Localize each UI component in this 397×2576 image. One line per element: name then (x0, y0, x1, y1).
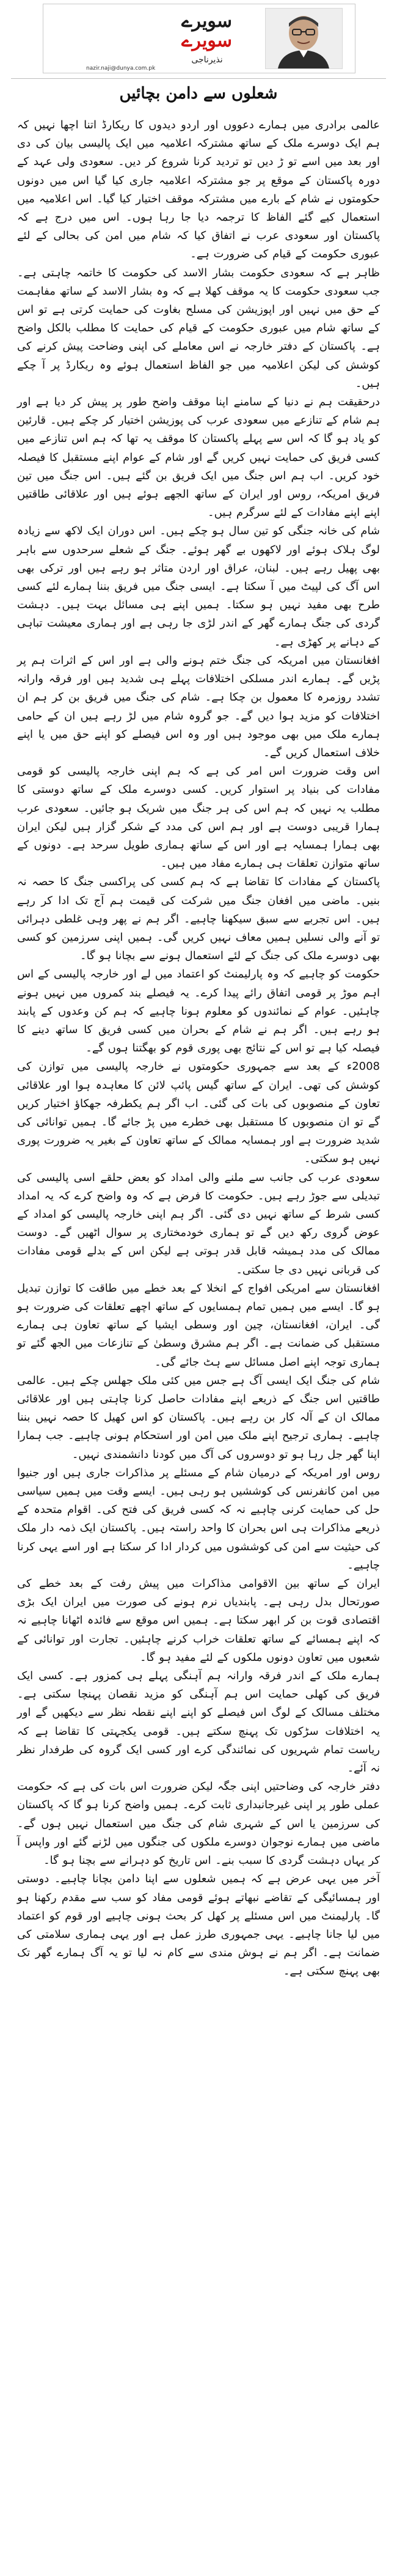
article-paragraph: روس اور امریکہ کے درمیان شام کے مسئلے پر مذاکرات جاری ہیں اور جنیوا میں امن کانفرنس کی کوششیں ہو رہی ہیں۔ ایسے وقت میں ہمیں سیاسی حل کی حمایت کرنی چاہیے نہ کہ کسی فریق کی فتح کی۔ اقوام متحدہ کے ذریعے مذاکرات ہی اس بحران کا واحد راستہ ہیں۔ پاکستان ایک ذمہ دار ملک کی حیثیت سے امن کی کوششوں میں کردار ادا کر سکتا ہے اور اسے یہی کرنا چاہیے۔ (17, 1466, 380, 1572)
brand-line-2: سویرے (181, 30, 233, 51)
author-name: نذیرناجی (191, 55, 223, 65)
article-paragraph: دفتر خارجہ کی وضاحتیں اپنی جگہ لیکن ضرورت اس بات کی ہے کہ حکومت عملی طور پر اپنی غیرجانبداری ثابت کرے۔ ہمیں واضح کرنا ہو گا کہ پاکستان کی سرزمین یا اس کے شہری شام کی جنگ میں استعمال نہیں ہوں گے۔ ماضی میں ہمارے نوجوان دوسرے ملکوں کی جنگوں میں لڑنے گئے اور واپس آ کر یہاں دہشت گردی کا سبب بنے۔ اس تاریخ کو دہرانے سے بچنا ہو گا۔ (17, 1780, 380, 1868)
article-paragraph: عالمی برادری میں ہمارے دعووں اور اردو دیدوں کا ریکارڈ اتنا اچھا نہیں کہ ہم ایک دوسرے ملک کے ساتھ مشترکہ اعلامیہ میں ایک پالیسی بیان کی دی اور بعد میں اسے تو ڑ دیں تو تردید کرنا شروع کر دیں۔ سعودی ولی عہد کے دورہ پاکستان کے موقع پر جو مشترکہ اعلامیہ جاری کیا گیا اس میں دونوں حکومتوں نے شام کے بارے میں مشترکہ موقف اختیار کیا گیا۔ اس اعلامیہ میں استعمال کیے گئے الفاظ کا ترجمہ دیا جا رہا ہوں۔ اس میں درج ہے کہ پاکستان اور سعودی عرب نے اتفاق کیا کہ شام میں امن کی بحالی کے لئے عبوری حکومت کے قیام کی ضرورت ہے۔ (17, 119, 380, 261)
article-paragraph: شام کی جنگ ایک ایسی آگ ہے جس میں کئی ملک جھلس چکے ہیں۔ عالمی طاقتیں اس جنگ کے ذریعے اپنے مفادات حاصل کرنا چاہتی ہیں اور علاقائی ممالک ان کے آلہ کار بن رہے ہیں۔ پاکستان کو اس کھیل کا حصہ نہیں بننا چاہیے۔ ہماری ترجیح اپنے ملک میں امن اور استحکام ہونی چاہیے۔ جب ہمارا اپنا گھر جل رہا ہو تو دوسروں کی آگ میں کودنا دانشمندی نہیں۔ (17, 1374, 380, 1461)
columnist-photo (265, 8, 343, 69)
brand-line-1: سویرے (181, 10, 233, 32)
article-body (17, 116, 380, 2570)
article-title: شعلوں سے دامن بچائیں (119, 84, 278, 103)
article-paragraph: درحقیقت ہم نے دنیا کے سامنے اپنا موقف واضح طور پر پیش کر دیا ہے اور ہم شام کے تنازعے میں سعودی عرب کی پوزیشن اختیار کر چکے ہیں۔ قارئین کو یاد ہو گا کہ اس سے پہلے پاکستان کا موقف یہ تھا کہ ہم اس تنازعے میں کسی فریق کی حمایت نہیں کریں گے اور شام کے عوام اپنے مستقبل کا فیصلہ خود کریں۔ اب ہم اس جنگ میں ایک فریق بن گئے ہیں۔ اس جنگ میں تین فریق امریکہ، روس اور ایران کے ساتھ الجھے ہوئے ہیں اور علاقائی طاقتیں اپنے اپنے مفادات کے لئے سرگرم ہیں۔ (17, 396, 380, 520)
article-paragraph: پاکستان کے مفادات کا تقاضا ہے کہ ہم کسی کی پراکسی جنگ کا حصہ نہ بنیں۔ ماضی میں افغان جنگ میں شرکت کی قیمت ہم آج تک ادا کر رہے ہیں۔ اس تجربے سے سبق سیکھنا چاہیے۔ اگر ہم نے پھر وہی غلطی دہرائی تو آنے والی نسلیں ہمیں معاف نہیں کریں گی۔ ہمیں اپنی سرزمین کو کسی بھی دوسرے ملک کی جنگ کے لئے استعمال ہونے سے بچانا ہو گا۔ (17, 875, 380, 963)
article-paragraph: افغانستان میں امریکہ کی جنگ ختم ہونے والی ہے اور اس کے اثرات ہم پر پڑیں گے۔ ہمارے اندر مسلکی اختلافات پہلے ہی شدید ہیں اور فرقہ وارانہ تشدد روزمرہ کا معمول بن چکا ہے۔ شام کی جنگ میں فریق بن کر ہم ان اختلافات کو مزید ہوا دیں گے۔ جو گروہ شام میں لڑ رہے ہیں ان کے حامی ہمارے ملک میں بھی موجود ہیں اور وہ اس فیصلے کو اپنے حق میں یا اپنے خلاف استعمال کریں گے۔ (17, 653, 380, 759)
article-paragraph: شام کی خانہ جنگی کو تین سال ہو چکے ہیں۔ اس دوران ایک لاکھ سے زیادہ لوگ ہلاک ہوئے اور لاکھوں بے گھر ہوئے۔ جنگ کے شعلے سرحدوں سے باہر بھی پھیل رہے ہیں۔ لبنان، عراق اور اردن متاثر ہو رہے ہیں اور ترکی بھی اس آگ کی لپیٹ میں آ سکتا ہے۔ ایسی جنگ میں فریق بننا ہمارے لئے کسی طرح بھی مفید نہیں ہو سکتا۔ ہمیں اپنے ہی مسائل بہت ہیں۔ دہشت گردی کی جنگ ہمارے گھر کے اندر لڑی جا رہی ہے اور ہماری معیشت تباہی کے دہانے پر کھڑی ہے۔ (17, 524, 380, 649)
article-paragraph: حکومت کو چاہیے کہ وہ پارلیمنٹ کو اعتماد میں لے اور خارجہ پالیسی کے اس اہم موڑ پر قومی اتفاق رائے پیدا کرے۔ یہ فیصلے بند کمروں میں نہیں ہونے چاہئیں۔ عوام کے نمائندوں کو معلوم ہونا چاہیے کہ ہم کن وعدوں کے پابند ہو رہے ہیں۔ اگر ہم نے شام کے بحران میں کسی فریق کا ساتھ دینے کا فیصلہ کیا ہے تو اس کے نتائج بھی پوری قوم کو بھگتنا ہوں گے۔ (17, 968, 380, 1055)
article-paragraph: ہمارے ملک کے اندر فرقہ وارانہ ہم آہنگی پہلے ہی کمزور ہے۔ کسی ایک فریق کی کھلی حمایت اس ہم آہنگی کو مزید نقصان پہنچا سکتی ہے۔ مختلف مسالک کے لوگ اس فیصلے کو اپنے اپنے نقطہ نظر سے دیکھیں گے اور یہ اختلافات سڑکوں تک پہنچ سکتے ہیں۔ قومی یکجہتی کا تقاضا ہے کہ ریاست تمام شہریوں کی نمائندگی کرے اور کسی ایک گروہ کی طرفدار نظر نہ آئے۔ (17, 1669, 380, 1775)
article-paragraph: افغانستان سے امریکی افواج کے انخلا کے بعد خطے میں طاقت کا توازن تبدیل ہو گا۔ ایسے میں ہمیں تمام ہمسایوں کے ساتھ اچھے تعلقات کی ضرورت ہو گی۔ ایران، افغانستان، چین اور وسطی ایشیا کے ساتھ تعاون ہی ہمارے مستقبل کی ضمانت ہے۔ اگر ہم مشرق وسطیٰ کے تنازعات میں الجھ گئے تو ہماری توجہ اپنے اصل مسائل سے ہٹ جائے گی۔ (17, 1281, 380, 1369)
article-paragraph: 2008ء کے بعد سے جمہوری حکومتوں نے خارجہ پالیسی میں توازن کی کوشش کی تھی۔ ایران کے ساتھ گیس پائپ لائن کا معاہدہ ہوا اور علاقائی تعاون کے منصوبوں کی بات کی گئی۔ اب اگر ہم یکطرفہ جھکاؤ اختیار کریں گے تو ان منصوبوں کا مستقبل بھی خطرے میں پڑ جائے گا۔ ہمیں توانائی کی شدید ضرورت ہے اور ہمسایہ ممالک کے ساتھ تعاون کے بغیر یہ ضرورت پوری نہیں ہو سکتی۔ (17, 1060, 380, 1166)
article-paragraph: ظاہر ہے کہ سعودی حکومت بشار الاسد کی حکومت کا خاتمہ چاہتی ہے۔ جب سعودی حکومت کا یہ موقف کھلا ہے کہ وہ بشار الاسد کے ساتھ مفاہمت کے حق میں نہیں اور اپوزیشن کی مسلح بغاوت کی حمایت کرتی ہے تو اس کے ساتھ شام میں عبوری حکومت کے قیام کی حمایت کا مطلب بالکل واضح ہے۔ پاکستان کے دفتر خارجہ نے اس معاملے کی اپنی وضاحت پیش کرنے کی کوشش کی لیکن اعلامیہ میں جو الفاظ استعمال ہوئے وہ ریکارڈ پر آ چکے ہیں۔ (17, 266, 380, 390)
column-brand-logo (172, 12, 242, 54)
header-divider (11, 78, 386, 79)
article-paragraph: سعودی عرب کی جانب سے ملنے والی امداد کو بعض حلقے اسی پالیسی کی تبدیلی سے جوڑ رہے ہیں۔ حکومت کا فرض ہے کہ وہ واضح کرے کہ یہ امداد کسی شرط کے ساتھ نہیں دی گئی۔ اگر ہم اپنی خارجہ پالیسی کو امداد کے عوض گروی رکھ دیں گے تو ہماری خودمختاری پر سوال اٹھیں گے۔ دوست ممالک کی مدد ہمیشہ قابل قدر ہوتی ہے لیکن اس کے بدلے قومی مفادات کی قربانی نہیں دی جا سکتی۔ (17, 1171, 380, 1276)
article-paragraph: ایران کے ساتھ بین الاقوامی مذاکرات میں پیش رفت کے بعد خطے کی صورتحال بدل رہی ہے۔ پابندیاں نرم ہونے کی صورت میں ایران ایک بڑی اقتصادی قوت بن کر ابھر سکتا ہے۔ ہمیں اس موقع سے فائدہ اٹھانا چاہیے نہ کہ اپنے ہمسائے کے ساتھ تعلقات خراب کرنے چاہئیں۔ تجارت اور توانائی کے شعبوں میں تعاون دونوں ملکوں کے لئے مفید ہو گا۔ (17, 1577, 380, 1664)
author-email: nazir.naji@dunya.com.pk (86, 65, 156, 72)
columnist-portrait-icon (266, 9, 342, 68)
article-paragraph: اس وقت ضرورت اس امر کی ہے کہ ہم اپنی خارجہ پالیسی کو قومی مفادات کی بنیاد پر استوار کریں۔ کسی دوسرے ملک کے ساتھ دوستی کا مطلب یہ نہیں کہ ہم اس کی ہر جنگ میں شریک ہو جائیں۔ سعودی عرب ہمارا قریبی دوست ہے اور ہم اس کی مدد کے شکر گزار ہیں لیکن ایران بھی ہمارا ہمسایہ ہے اور اس کے ساتھ ہماری طویل سرحد ہے۔ دونوں کے ساتھ متوازن تعلقات ہی ہمارے مفاد میں ہیں۔ (17, 765, 380, 870)
column-masthead (43, 4, 355, 73)
article-paragraph: آخر میں یہی عرض ہے کہ ہمیں شعلوں سے اپنا دامن بچانا چاہیے۔ دوستی اور ہمسائیگی کے تقاضے نبھاتے ہوئے قومی مفاد کو سب سے مقدم رکھنا ہو گا۔ پارلیمنٹ میں اس مسئلے پر کھل کر بحث ہونی چاہیے اور قوم کو اعتماد میں لیا جانا چاہیے۔ یہی جمہوری طرز عمل ہے اور یہی ہماری سلامتی کی ضمانت ہے۔ اگر ہم نے ہوش مندی سے کام نہ لیا تو یہ آگ ہمارے گھر تک بھی پہنچ سکتی ہے۔ (17, 1872, 380, 1978)
